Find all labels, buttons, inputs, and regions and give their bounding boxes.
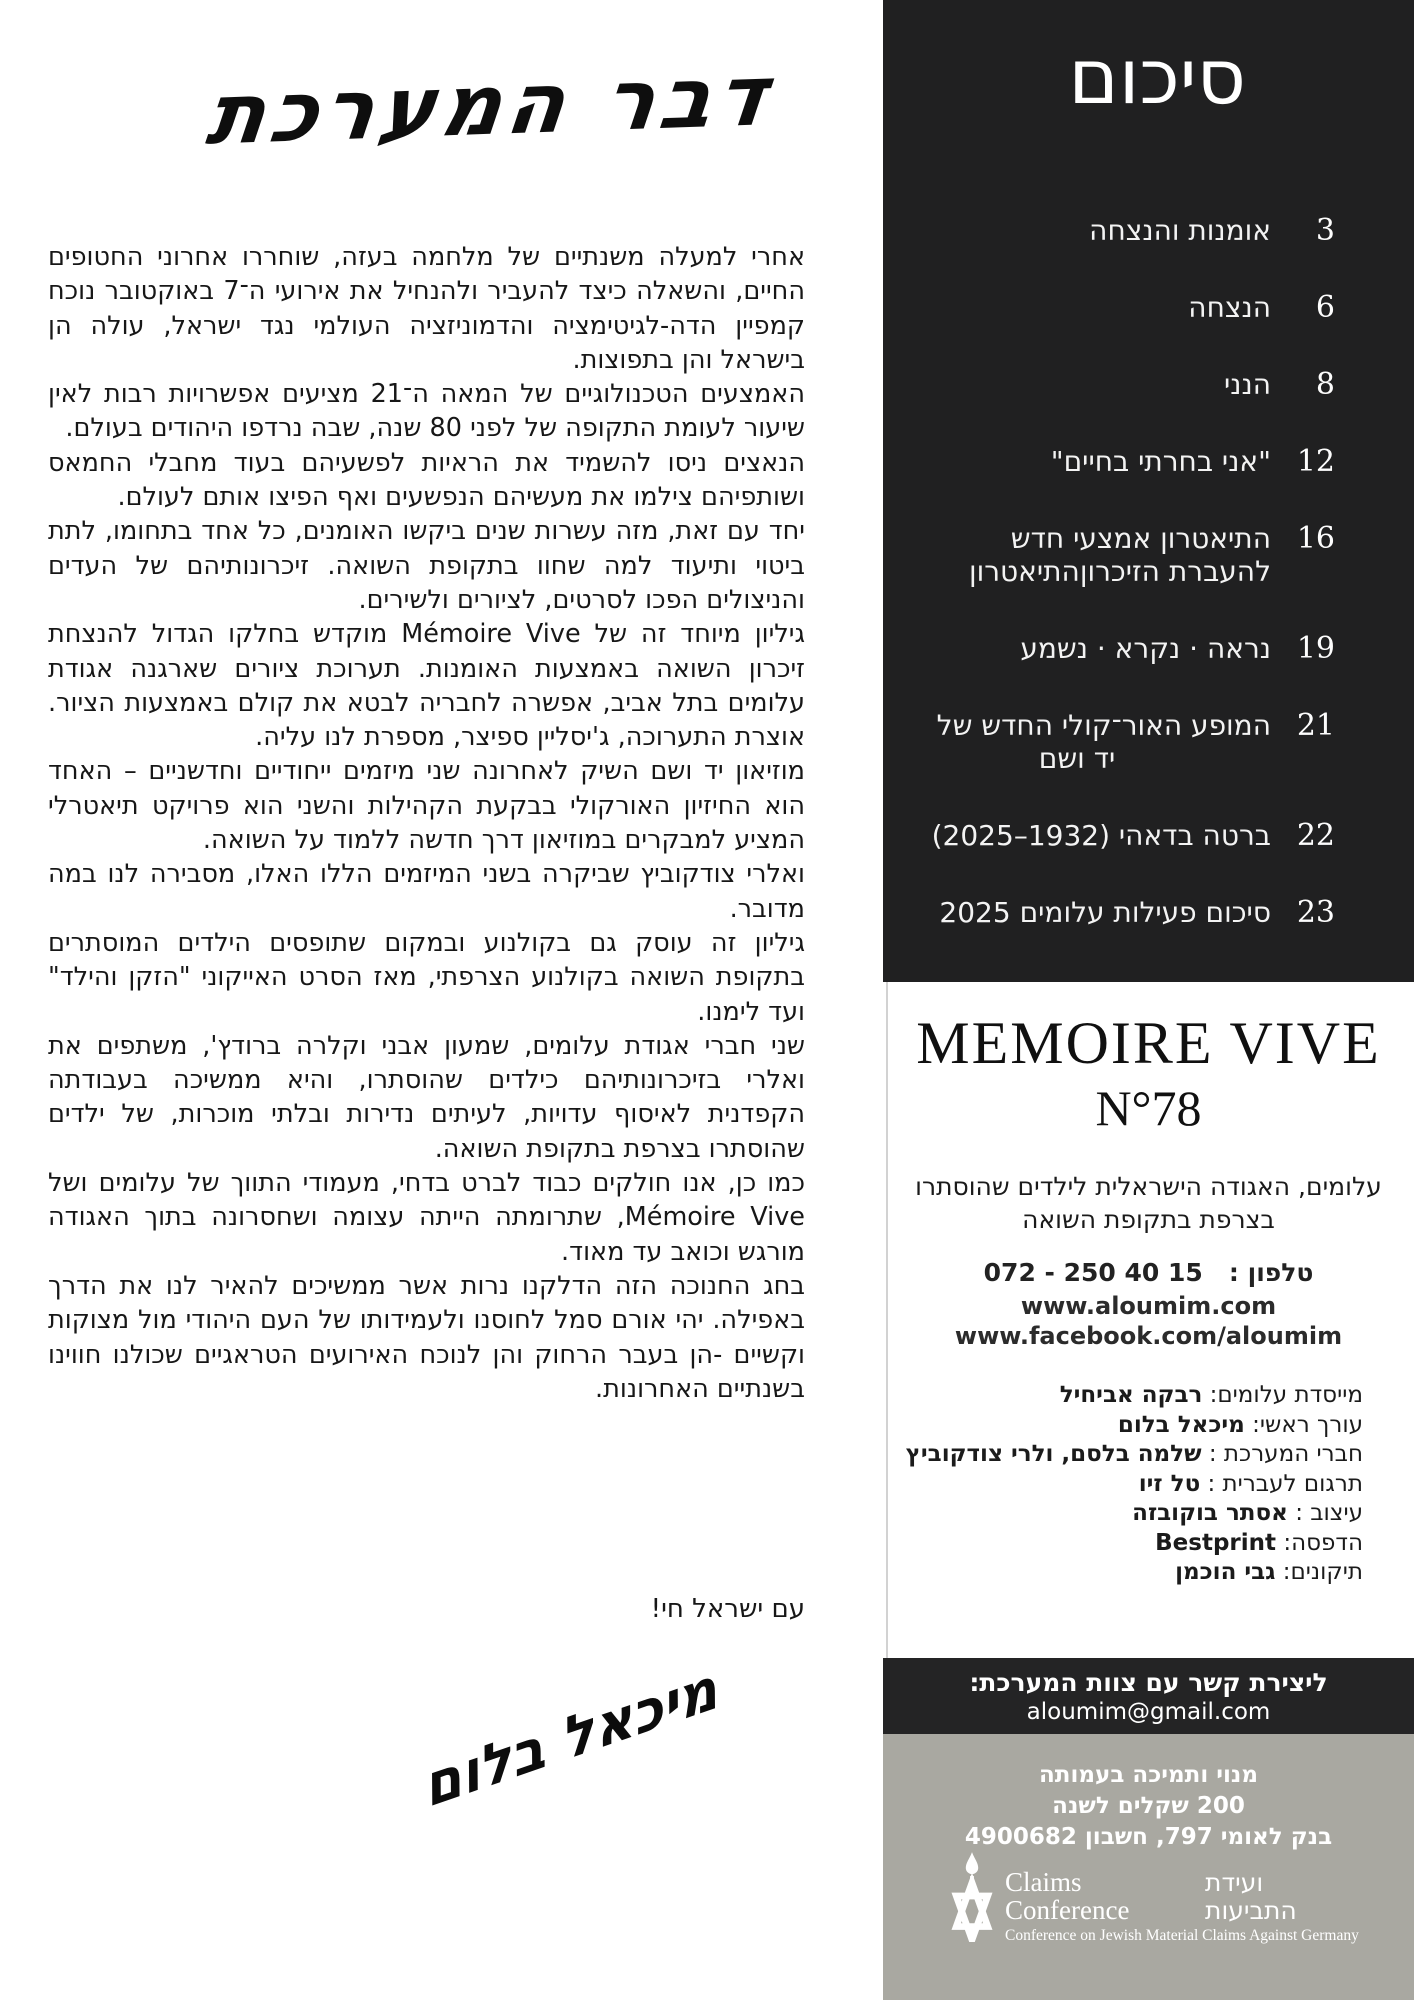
toc-list [883,214,1414,929]
toc-entry [883,819,1414,852]
editorial-paragraph: גיליון מיוחד זה של Mémoire Vive מוקדש בחלקו הגדול להנצחת זיכרון השואה באמצעות האומנות. תערוכת ציורים שארגנה אגודת עלומים בתל אביב, אפשרה לחבריה לבטא את קולם באמצעות הציור. אוצרת התערוכה, ג'יסליין ספיצר, מספרת לנו עליה. [48,619,805,753]
editorial-paragraph: שני חברי אגודת עלומים, שמעון אבני וקלרה ברודץ', משתפים את ואלרי בזיכרונותיהם כילדים שהוסתרו, והיא ממשיכה בעבודתה הקפדנית לאיסוף עדויות, לעיתים נדירות ובלתי מוכרות, של ילדים שהוסתרו בצרפת בתקופת השואה. [48,1030,805,1164]
subscription-line: מנוי ותמיכה בעמותה [1039,1762,1258,1788]
editorial-title-handwritten: דבר המערכת [201,45,779,164]
subscription-info [883,1734,1414,1853]
editorial-paragraph: יחד עם זאת, מזה עשרות שנים ביקשו האומנים, כל אחד בתחומו, לתת ביטוי ותיעוד למה שחוו בתקופת השואה. זיכרונותיהם של העדים והניצולים הפכו לסרטים, לציורים ולשירים. [48,516,805,615]
toc-entry-label: ברטה בדאהי (1932–2025) [931,819,1271,852]
toc-panel [883,0,1414,982]
closing-line: עם ישראל חי! [650,1594,805,1624]
editorial-paragraph: מוזיאון יד ושם השיק לאחרונה שני מיזמים ייחודיים וחדשניים – האחד הוא החיזיון האורקולי בבקעת הקהילות והשני הוא פרויקט תיאטרלי המציע למבקרים במוזיאון דרך חדשה ללמוד על השואה. [48,756,805,856]
credit-line: הדפסה: Bestprint [1155,1529,1363,1556]
toc-entry [883,896,1414,929]
editorial-body [48,240,805,1406]
editor-signature-handwritten: מיכאל בלום [417,1654,723,1822]
editorial-paragraph: האמצעים הטכנולוגיים של המאה ה־21 מציעים אפשרויות רבות לאין שיעור לעומת התקופה של לפני 80 שנה, שבה נרדפו היהודים בעולם. [48,379,805,444]
contact-email: aloumim@gmail.com [1026,1698,1271,1725]
phone-label: טלפון : [1228,1258,1314,1287]
credit-line: תיקונים: גבי הוכמן [1175,1559,1363,1585]
association-subtitle: עלומים, האגודה הישראלית לילדים שהוסתרו בצרפת בתקופת השואה [915,1172,1382,1234]
toc-page-number: 16 [1296,521,1335,556]
claims-name-he: ועידת התביעות [1205,1868,1297,1925]
toc-entry [883,445,1414,478]
toc-entry-label: המופע האור־קולי החדש של יד ושם [936,709,1271,775]
editorial-paragraph: בחג החנוכה הזה הדלקנו נרות אשר ממשיכים להאיר לנו את הדרך באפילה. יהי אורם סמל לחוסנו ולעמידותו של העם היהודי מול מצוקות וקשיים -הן בעבר הרחוק והן לנוכח האירועים הטראגיים שכולנו חווינו בשנתיים האחרונות. [48,1270,805,1404]
editorial-paragraph: גיליון זה עוסק גם בקולנוע ובמקום שתופסים הילדים המוסתרים בתקופת השואה בקולנוע הצרפתי, מאז הסרט האייקוני "הזקן והילד" ועד לימנו. [48,927,805,1027]
claims-conference-text [1005,1868,1357,1946]
toc-entry [883,709,1414,775]
toc-page-number: 19 [1296,631,1335,666]
toc-page-number: 6 [1315,290,1335,325]
colophon [883,1381,1414,1588]
subscription-line: 200 שקלים לשנה [1052,1793,1245,1819]
toc-page-number: 21 [1296,708,1335,743]
credit-line: עורך ראשי: מיכאל בלום [1117,1411,1363,1438]
credit-line: עיצוב : אסתר בוקובזה [1132,1500,1363,1526]
toc-entry-label: הנני [1224,368,1271,401]
subscription-bar [883,1734,1414,2000]
claims-tagline: Conference on Jewish Material Claims Against Germany [1005,1927,1359,1944]
toc-entry [883,632,1414,665]
editorial-paragraph: כמו כן, אנו חולקים כבוד לברט בדחי, מעמודי התווך של עלומים ושל Mémoire Vive, שתרומתה הייתה עצומה ושחסרונה בתוך האגודה מורגש וכואב עד מאוד. [48,1168,805,1267]
toc-entry-label: "אני בחרתי בחיים" [1050,445,1271,478]
toc-page-number: 12 [1296,444,1335,479]
toc-page-number: 8 [1315,367,1335,402]
contact-bar [883,1658,1414,1734]
credit-line: תרגום לעברית : טל זיו [1138,1470,1363,1497]
toc-entry-label: אומנות והנצחה [1089,214,1271,247]
toc-entry [883,368,1414,401]
masthead [883,982,1414,1351]
facebook-url: www.facebook.com/aloumim [954,1322,1343,1350]
editorial-paragraph: ואלרי צודקוביץ שביקרה בשני המיזמים הללו האלו, מסבירה לנו במה מדובר. [48,859,805,924]
claims-conference-logo [951,1850,1357,1946]
website-links [883,1291,1414,1351]
claims-name-en: Claims Conference [1005,1867,1130,1925]
editorial-paragraph: הנאצים ניסו להשמיד את הראיות לפשעיהם בעוד מחבלי החמאס ושותפיהם צילמו את מעשיהם הנפשעים ואף הפיצו אותם לעולם. [48,447,805,513]
editorial-paragraph: אחרי למעלה משנתיים של מלחמה בעזה, שוחררו אחרוני החטופים החיים, והשאלה כיצד להעביר ולהנחיל את אירועי ה־7 באוקטובר נוכח קמפיין הדה-לגיטימציה והדמוניזציה העולמי נגד ישראל, עולה הן בישראל והן בתפוצות. [48,242,805,375]
toc-entry-label: סיכום פעילות עלומים 2025 [939,896,1271,929]
toc-page-number: 22 [1296,818,1335,853]
toc-entry-label: הנצחה [1188,291,1271,324]
credit-line: חברי המערכת : שלמה בלסם, ולרי צודקוביץ [905,1441,1363,1467]
toc-entry [883,214,1414,247]
toc-entry [883,522,1414,588]
phone-line [883,1258,1414,1287]
toc-entry [883,291,1414,324]
toc-entry-label: נראה · נקרא · נשמע [1020,632,1271,665]
magazine-title: MEMOIRE VIVE [916,1010,1381,1076]
toc-page-number: 3 [1315,213,1335,248]
bank-details: בנק לאומי 797, חשבון 4900682 [964,1824,1333,1850]
phone-number: 072 - 250 40 15 [983,1258,1203,1287]
star-of-david-candle-icon [951,1850,993,1946]
toc-title: סיכום [1068,32,1246,121]
contact-label: ליצירת קשר עם צוות המערכת: [969,1667,1328,1697]
credit-line: מייסדת עלומים: רבקה אביחיל [1059,1382,1363,1408]
toc-page-number: 23 [1296,895,1335,930]
toc-entry-label: התיאטרון אמצעי חדש להעברת הזיכרוןהתיאטרון [968,522,1271,588]
issue-number: N°78 [1095,1080,1202,1136]
website-url: www.aloumim.com [1020,1292,1277,1320]
